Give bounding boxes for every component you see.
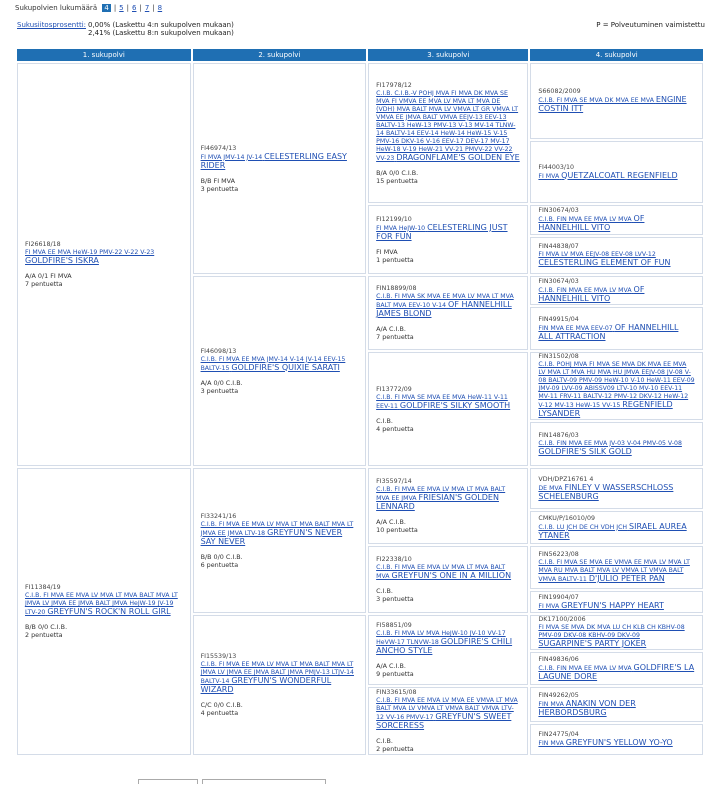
title-prefix: C.I.B. FI MVA SK MVA EE MVA LV MVA LT MVA BALT MVA EEV-10 V-14 — [376, 293, 514, 309]
dog-link[interactable] — [538, 440, 695, 457]
gen4-cell — [530, 468, 703, 509]
dog-link[interactable] — [538, 664, 695, 682]
dog-link[interactable] — [538, 484, 695, 502]
gen3-cell — [368, 615, 528, 685]
inbreeding-values — [88, 21, 234, 37]
title-prefix: C.I.B. LU JCH DE CH VDH JCH — [538, 523, 628, 531]
dog-link[interactable] — [376, 224, 520, 242]
dog-link[interactable] — [538, 624, 695, 649]
dog-link[interactable] — [376, 90, 520, 163]
litter-count: 3 pentuetta — [376, 595, 414, 603]
litter-count: 4 pentuetta — [200, 709, 239, 717]
title-prefix: C.I.B. FI MVA EE MVA LV MVA LT MVA BALT MVA LT JMVA LV JMVA EE JMVA BALT JMVA HeJW-19 JV-19 LTV-20 — [25, 592, 178, 616]
gen4-cell — [530, 352, 703, 420]
dog-link[interactable] — [538, 739, 695, 748]
gen4-cell — [530, 591, 703, 613]
reg-number: FI46098/13 — [200, 347, 237, 355]
title-prefix: FI MVA HeJW-10 — [376, 224, 426, 232]
gen3-cell — [368, 468, 528, 544]
reg-number: FIN31502/08 — [538, 353, 579, 360]
table-row — [17, 468, 703, 509]
dog-name: DRAGONFLAME'S GOLDEN EYE — [396, 152, 520, 162]
reg-number: FI11384/19 — [25, 584, 61, 591]
dog-meta: B/A 0/0 C.I.B. — [376, 168, 419, 177]
bottom-controls — [138, 778, 326, 786]
gen-link-4[interactable]: 4 — [104, 4, 109, 12]
gen-link-7[interactable]: 7 — [144, 4, 150, 12]
dog-name: GOLDFIRE'S SILKY SMOOTH — [399, 400, 511, 410]
dog-name: CELESTERLING ELEMENT OF FUN — [538, 258, 671, 267]
dog-link[interactable] — [201, 661, 359, 695]
reg-number: FIN49836/06 — [538, 655, 579, 663]
gen3-cell — [368, 276, 528, 350]
litter-count: 7 pentuetta — [376, 333, 414, 341]
title-prefix: C.I.B. FIN MVA EE MVA LV MVA — [538, 664, 632, 672]
gen-link-5[interactable]: 5 — [119, 4, 124, 12]
dog-meta: A/A C.I.B. — [376, 518, 406, 526]
gen3-cell — [368, 352, 528, 466]
dog-meta: B/B FI MVA — [200, 176, 235, 185]
gen3-cell — [368, 546, 528, 613]
dog-meta: A/A 0/1 FI MVA — [25, 272, 72, 280]
inbreeding-link[interactable]: Sukusiitosprosentti: — [17, 21, 86, 29]
dog-link[interactable] — [376, 394, 520, 411]
title-prefix: C.I.B. POHJ MVA FI MVA SE MVA DK MVA EE MVA LV MVA LT MVA HU MVA HU JMVA EEJV-08 JV-08 V-08 BALTV-09 PMV-09 HeW-10 V-10 HeW-11 EEV-09 JMV-09 LVV-09 ABISSV09 LTV-10 MV-10 EEV-11 MV-11 FRV-11 BALTV-12 PMV-12 DKV-12 HeW-12 V-12 MV-13 HeW-15 VV-15 — [538, 361, 695, 409]
dog-meta: A/A 0/0 C.I.B. — [200, 378, 243, 387]
litter-count: 7 pentuetta — [25, 280, 63, 288]
gen4-cell — [530, 422, 703, 466]
reg-number: CMKU/P/16010/09 — [538, 514, 596, 522]
reg-number: S66082/2009 — [538, 88, 581, 95]
gen-link-8[interactable]: 8 — [157, 4, 163, 12]
gen4-cell — [530, 724, 703, 755]
title-prefix: DE MVA — [538, 484, 563, 492]
gen4-cell — [530, 237, 703, 274]
reg-number: FIN44838/07 — [538, 243, 579, 250]
dog-link[interactable] — [538, 700, 695, 718]
reg-number: FI35597/14 — [376, 478, 412, 485]
reg-number: FI12199/10 — [376, 215, 412, 223]
header-gen-3: 3. sukupolvi — [368, 49, 528, 61]
gen2-cell — [193, 276, 367, 466]
dog-meta: FI MVA — [376, 247, 398, 256]
reg-number: FIN24775/04 — [538, 731, 579, 738]
title-prefix: FIN MVA — [538, 700, 564, 708]
generations-label: Sukupolvien lukumäärä — [15, 4, 98, 12]
litter-count: 15 pentuetta — [376, 176, 418, 185]
gen2-cell — [193, 63, 367, 274]
litter-count: 2 pentuetta — [25, 631, 63, 639]
reg-number: FIN30674/03 — [538, 277, 579, 285]
inbreeding-value-8: 2,41% (Laskettu 8:n sukupolven mukaan) — [88, 29, 234, 37]
dog-link[interactable] — [538, 602, 695, 611]
gen2-cell — [193, 615, 367, 755]
header-gen-4: 4. sukupolvi — [530, 49, 703, 61]
dog-link[interactable] — [538, 215, 695, 233]
dog-meta: C.I.B. — [376, 737, 393, 745]
dog-name: CELESTERLING EASY RIDER — [200, 151, 347, 170]
litter-count: 9 pentuetta — [376, 670, 414, 678]
dog-name: OF HANNELHILL JAMES BLOND — [376, 300, 512, 318]
title-prefix: C.I.B. C.I.B.-V POHJ MVA FI MVA DK MVA SE MVA FI VMVA EE MVA LV MVA LT MVA DE (VDH) MVA BALT MVA LV VMVA LT GR VMVA LT VMVA EE JMVA BALT VMVA EEJV-13 EEV-13 BALTV-13 HeW-13 PMV-13 V-13 MV-14 TLNW-14 BALTV-14 EEV-14 HeW-14 HeW-15 V-15 PMV-16 DKV-16 V-16 EEV-17 DEV-17 MV-17 HeW-18 V-19 HeW-21 VV-21 PMVV-22 VV-22 VV-23 — [376, 89, 519, 162]
gen4-cell — [530, 205, 703, 235]
header-gen-1: 1. sukupolvi — [17, 49, 191, 61]
reg-number: FI26618/18 — [25, 241, 61, 248]
title-prefix: C.I.B. FI MVA EE MVA JMV-14 V-14 JV-14 EEV-15 BALTV-15 — [200, 355, 346, 372]
gen-link-6[interactable]: 6 — [132, 4, 137, 12]
title-prefix: FIN MVA EE MVA EEV-07 — [538, 324, 613, 332]
gen1-cell — [17, 63, 191, 466]
generation-links: 4 | 5 | 6 | 7 | 8 — [104, 4, 163, 12]
gen3-cell — [368, 687, 528, 755]
title-prefix: C.I.B. FI MVA LV MVA HeJW-10 JV-10 VV-17 HeVW-17 TLNVW-18 — [376, 630, 506, 646]
dog-name: SUGARPINE'S PARTY JOKER — [538, 639, 647, 648]
reg-number: FI22338/10 — [376, 556, 412, 563]
reg-number: FIN30674/03 — [538, 207, 579, 214]
dog-name: GREYFUN'S NEVER SAY NEVER — [200, 527, 343, 546]
gen4-cell — [530, 141, 703, 203]
dog-link[interactable] — [376, 486, 520, 512]
gen3-cell — [368, 63, 528, 203]
dog-link[interactable] — [376, 293, 520, 319]
dog-meta: C/C 0/0 C.I.B. — [200, 701, 243, 709]
reg-number: FIN56223/08 — [538, 551, 579, 558]
dog-name: OF HANNELHILL VITO — [538, 284, 645, 303]
litter-count: 4 pentuetta — [376, 424, 414, 433]
gen4-cell — [530, 615, 703, 650]
dog-link[interactable] — [376, 697, 520, 731]
title-prefix: C.I.B. FI MVA EE MVA LV MVA EE VMVA LT MVA BALT MVA LV VMVA LT VMVA BALT VMVA LTV-12 VV-16 PMVV-17 — [376, 697, 518, 721]
dog-name: FINLEY V WASSERSCHLOSS SCHELENBURG — [538, 482, 674, 501]
dog-name: GREYFUN'S HAPPY HEART — [561, 600, 664, 610]
title-prefix: FI MVA — [538, 602, 560, 610]
dog-link[interactable] — [25, 249, 183, 266]
dog-link[interactable] — [376, 630, 520, 656]
dog-name: GREYFUN'S ROCK'N ROLL GIRL — [47, 607, 171, 616]
dog-meta: C.I.B. — [376, 587, 393, 595]
generation-selector — [15, 4, 165, 12]
dog-name: QUETZALCOATL REGENFIELD — [561, 170, 678, 180]
gen4-cell — [530, 307, 703, 350]
gen3-cell — [368, 205, 528, 274]
dog-link[interactable] — [201, 521, 359, 547]
dog-link[interactable] — [201, 356, 359, 373]
title-prefix: C.I.B. FI MVA SE MVA EE VMVA EE MVA LV MVA LT MVA RU MVA BALT MVA LV VMVA LT VMVA BALT VMVA BALTV-11 — [538, 559, 690, 583]
litter-count: 3 pentuetta — [200, 184, 239, 193]
reg-number: FI46974/13 — [200, 144, 237, 152]
dog-meta: A/A C.I.B. — [376, 325, 406, 333]
dog-name: GREYFUN'S WONDERFUL WIZARD — [200, 676, 332, 694]
dog-name: OF HANNELHILL VITO — [538, 214, 645, 232]
title-prefix: FI MVA SE MVA DK MVA LU CH KLB CH KBHV-08 PMV-09 DKV-08 KBHV-09 DKV-09 — [538, 624, 685, 639]
pedigree-table — [15, 47, 705, 757]
gen4-cell — [530, 687, 703, 722]
litter-count: 6 pentuetta — [200, 560, 239, 569]
dog-name: CELESTERLING JUST FOR FUN — [376, 222, 508, 241]
dog-link[interactable] — [538, 96, 695, 114]
reg-number: FIN49915/04 — [538, 315, 579, 323]
dog-meta: B/B 0/0 C.I.B. — [200, 552, 243, 561]
litter-count: 2 pentuetta — [376, 745, 414, 753]
dog-link[interactable] — [538, 286, 695, 304]
title-prefix: FI MVA — [538, 172, 560, 180]
gen4-cell — [530, 276, 703, 305]
title-prefix: FI MVA JMV-14 JV-14 — [200, 153, 263, 161]
dog-meta: A/A C.I.B. — [376, 662, 406, 670]
gen2-cell — [193, 468, 367, 613]
dog-name: OF HANNELHILL ALL ATTRACTION — [538, 322, 679, 341]
reg-number: VDH/DPZ16761 4 — [538, 475, 594, 483]
reg-number: FIN19904/07 — [538, 593, 579, 601]
reg-number: FIN33615/08 — [376, 689, 417, 696]
litter-count: 1 pentuetta — [376, 255, 414, 264]
title-prefix: FI MVA LV MVA EEJV-08 EEV-08 LVV-12 — [538, 251, 656, 258]
reg-number: FI33241/16 — [200, 512, 237, 520]
gen1-cell — [17, 468, 191, 755]
litter-count: 3 pentuetta — [200, 386, 239, 395]
dog-name: GOLDFIRE'S ISKRA — [25, 256, 99, 265]
dog-link[interactable] — [538, 251, 695, 268]
table-row — [17, 63, 703, 139]
title-prefix: C.I.B. FI MVA EE MVA LV MVA LT MVA BALT MVA EE JMVA — [376, 486, 506, 502]
dog-name: GOLDFIRE'S CHILI ANCHO STYLE — [376, 637, 513, 655]
title-prefix: C.I.B. FIN MVA EE MVA LV MVA — [538, 286, 632, 294]
dog-link[interactable] — [376, 564, 520, 581]
title-prefix: C.I.B. FI MVA EE MVA LV MVA LT MVA BALT MVA LT JMVA EE JMVA LTV-18 — [200, 520, 354, 537]
title-prefix: FIN MVA — [538, 740, 564, 747]
title-prefix: C.I.B. FIN MVA EE MVA LV MVA — [538, 216, 632, 223]
dog-link[interactable] — [538, 324, 695, 342]
reg-number: FI15539/13 — [200, 653, 237, 660]
reg-number: DK17100/2006 — [538, 616, 586, 623]
dog-name: GOLDFIRE'S QUIXIE SARATI — [231, 362, 340, 372]
dog-link[interactable] — [538, 523, 695, 541]
legend-note: P = Polveutuminen vaimistettu — [596, 21, 705, 29]
title-prefix: C.I.B. FI MVA SE MVA EE MVA HeW-11 V-11 EEV-11 — [376, 393, 508, 410]
inbreeding-value-4: 0,00% (Laskettu 4:n sukupolven mukaan) — [88, 21, 234, 29]
dog-name: D'JULIO PETER PAN — [588, 574, 665, 583]
title-prefix: C.I.B. FI MVA SE MVA DK MVA EE MVA — [538, 97, 654, 104]
dog-meta: B/B 0/0 C.I.B. — [25, 623, 68, 631]
title-prefix: C.I.B. FI MVA EE MVA LV MVA LT MVA BALT MVA — [376, 564, 506, 580]
gen4-cell — [530, 511, 703, 544]
dog-link[interactable] — [25, 592, 183, 617]
dog-name: REGENFIELD LYSANDER — [538, 400, 673, 418]
reg-number: FI13772/09 — [376, 385, 412, 393]
dog-name: GOLDFIRE'S SILK GOLD — [538, 446, 632, 456]
dog-name: ANAKIN VON DER HERBORDSBURG — [538, 698, 636, 717]
dog-link[interactable] — [201, 153, 359, 171]
reg-number: FIN49262/05 — [538, 691, 579, 699]
title-prefix: C.I.B. FI MVA EE MVA LV MVA LT MVA BALT MVA LT JMVA LV JMVA EE JMVA BALT JMVA PMJV-13 LTJV-14 BALTV-14 — [200, 661, 354, 685]
dog-name: GREYFUN'S YELLOW YO-YO — [565, 738, 673, 747]
reg-number: FI58851/09 — [376, 622, 412, 629]
reg-number: FIN14876/03 — [538, 431, 579, 439]
dog-link[interactable] — [538, 559, 695, 584]
litter-count: 10 pentuetta — [376, 526, 418, 534]
dog-name: GREYFUN'S ONE IN A MILLION — [391, 571, 512, 580]
reg-number: FIN18899/08 — [376, 285, 417, 292]
title-prefix: C.I.B. FIN MVA EE MVA JV-03 V-04 PMV-05 V-08 — [538, 439, 682, 447]
reg-number: FI17978/12 — [376, 81, 412, 89]
gen4-cell — [530, 546, 703, 589]
dog-meta: C.I.B. — [376, 416, 393, 425]
dog-link[interactable] — [538, 361, 695, 419]
title-prefix: FI MVA EE MVA HeW-19 PMV-22 V-22 V-23 — [25, 249, 155, 256]
dog-name: GOLDFIRE'S LA LAGUNE DORE — [538, 662, 695, 681]
dog-name: FRIESIAN'S GOLDEN LENNARD — [376, 493, 499, 511]
header-gen-2: 2. sukupolvi — [193, 49, 367, 61]
dog-name: SIRAEL AUREA YTANER — [538, 521, 687, 540]
gen4-cell — [530, 63, 703, 139]
dog-name: ENGINE COSTIN ITT — [538, 95, 687, 113]
dog-link[interactable] — [538, 172, 695, 181]
dog-name: GREYFUN'S SWEET SORCERESS — [376, 712, 512, 730]
gen4-cell — [530, 652, 703, 685]
reg-number: FI44003/10 — [538, 163, 575, 171]
